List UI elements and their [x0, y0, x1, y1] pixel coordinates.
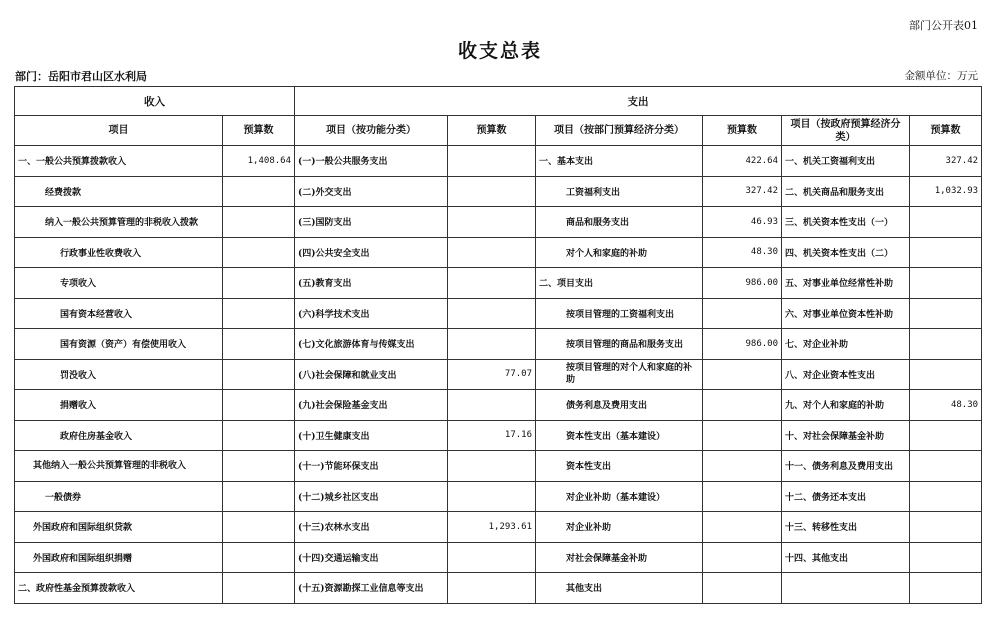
item-name-cell: 一、基本支出 [536, 146, 703, 177]
column-header: 项目（按功能分类） [295, 116, 448, 146]
item-name-cell: (十一)节能环保支出 [295, 451, 448, 482]
income-section-header: 收入 [15, 87, 295, 116]
item-name-cell: (一)一般公共服务支出 [295, 146, 448, 177]
item-name-cell: (八)社会保障和就业支出 [295, 359, 448, 390]
item-name-cell: 其他纳入一般公共预算管理的非税收入 [15, 451, 223, 482]
budget-amount-cell [223, 298, 295, 329]
expenditure-section-header: 支出 [295, 87, 982, 116]
budget-amount-cell: 1,408.64 [223, 146, 295, 177]
item-name-cell: 罚没收入 [15, 359, 223, 390]
item-name-cell: (九)社会保险基金支出 [295, 390, 448, 421]
section-header-row [15, 87, 982, 116]
item-name-cell: 资本性支出 [536, 451, 703, 482]
budget-amount-cell: 327.42 [703, 176, 782, 207]
item-name-cell: 工资福利支出 [536, 176, 703, 207]
item-name-cell: 其他支出 [536, 573, 703, 604]
item-name-cell: 纳入一般公共预算管理的非税收入拨款 [15, 207, 223, 238]
budget-amount-cell [448, 268, 536, 299]
item-name-cell: 外国政府和国际组织捐赠 [15, 542, 223, 573]
table-row [15, 542, 982, 573]
budget-amount-cell [448, 176, 536, 207]
budget-amount-cell: 1,032.93 [910, 176, 982, 207]
item-name-cell: 二、机关商品和服务支出 [782, 176, 910, 207]
item-name-cell: 按项目管理的对个人和家庭的补助 [536, 359, 703, 390]
form-number: 部门公开表01 [909, 19, 978, 32]
budget-amount-cell [910, 329, 982, 360]
item-name-cell: (十四)交通运输支出 [295, 542, 448, 573]
budget-amount-cell [703, 298, 782, 329]
item-name-cell: 十、对社会保障基金补助 [782, 420, 910, 451]
budget-amount-cell [703, 542, 782, 573]
table-row [15, 329, 982, 360]
item-name-cell: 对企业补助（基本建设） [536, 481, 703, 512]
item-name-cell: 对社会保障基金补助 [536, 542, 703, 573]
item-name-cell: 国有资源（资产）有偿使用收入 [15, 329, 223, 360]
item-name-cell: (五)教育支出 [295, 268, 448, 299]
item-name-cell: 按项目管理的工资福利支出 [536, 298, 703, 329]
budget-amount-cell [223, 573, 295, 604]
item-name-cell: 一、机关工资福利支出 [782, 146, 910, 177]
budget-amount-cell [448, 451, 536, 482]
column-header: 项目（按部门预算经济分类） [536, 116, 703, 146]
item-name-cell: (六)科学技术支出 [295, 298, 448, 329]
item-name-cell: 六、对事业单位资本性补助 [782, 298, 910, 329]
item-name-cell: 十一、债务利息及费用支出 [782, 451, 910, 482]
budget-amount-cell [703, 481, 782, 512]
budget-amount-cell: 986.00 [703, 268, 782, 299]
item-name-cell: 外国政府和国际组织贷款 [15, 512, 223, 543]
item-name-cell: 三、机关资本性支出（一） [782, 207, 910, 238]
budget-amount-cell [448, 298, 536, 329]
budget-amount-cell [703, 420, 782, 451]
item-name-cell: 国有资本经营收入 [15, 298, 223, 329]
column-header: 预算数 [223, 116, 295, 146]
column-header: 项目（按政府预算经济分类） [782, 116, 910, 146]
table-row [15, 481, 982, 512]
budget-amount-cell [448, 207, 536, 238]
budget-amount-cell [910, 207, 982, 238]
item-name-cell: 按项目管理的商品和服务支出 [536, 329, 703, 360]
item-name-cell: (七)文化旅游体育与传媒支出 [295, 329, 448, 360]
column-header: 预算数 [703, 116, 782, 146]
budget-amount-cell [910, 237, 982, 268]
budget-amount-cell [448, 329, 536, 360]
budget-amount-cell [223, 481, 295, 512]
budget-amount-cell [223, 237, 295, 268]
item-name-cell: (四)公共安全支出 [295, 237, 448, 268]
amount-unit-label: 金额单位：万元 [904, 70, 978, 82]
item-name-cell: 一、一般公共预算拨款收入 [15, 146, 223, 177]
budget-amount-cell [910, 512, 982, 543]
item-name-cell: 商品和服务支出 [536, 207, 703, 238]
budget-amount-cell: 422.64 [703, 146, 782, 177]
budget-amount-cell [910, 268, 982, 299]
budget-amount-cell: 327.42 [910, 146, 982, 177]
budget-amount-cell [703, 451, 782, 482]
budget-amount-cell [448, 237, 536, 268]
budget-amount-cell [910, 481, 982, 512]
budget-amount-cell [223, 268, 295, 299]
item-name-cell: (三)国防支出 [295, 207, 448, 238]
item-name-cell: 政府住房基金收入 [15, 420, 223, 451]
budget-amount-cell [223, 359, 295, 390]
item-name-cell: 四、机关资本性支出（二） [782, 237, 910, 268]
budget-amount-cell: 986.00 [703, 329, 782, 360]
item-name-cell: 十四、其他支出 [782, 542, 910, 573]
budget-amount-cell [223, 329, 295, 360]
item-name-cell: 二、政府性基金预算拨款收入 [15, 573, 223, 604]
item-name-cell: 九、对个人和家庭的补助 [782, 390, 910, 421]
budget-amount-cell [910, 542, 982, 573]
column-header: 项目 [15, 116, 223, 146]
department-label: 部门：岳阳市君山区水利局 [15, 70, 147, 83]
item-name-cell: 行政事业性收费收入 [15, 237, 223, 268]
budget-amount-cell [223, 176, 295, 207]
table-row [15, 207, 982, 238]
table-row [15, 146, 982, 177]
item-name-cell: 捐赠收入 [15, 390, 223, 421]
budget-amount-cell: 77.07 [448, 359, 536, 390]
item-name-cell: 八、对企业资本性支出 [782, 359, 910, 390]
item-name-cell: 债务利息及费用支出 [536, 390, 703, 421]
table-row [15, 268, 982, 299]
budget-amount-cell [448, 146, 536, 177]
budget-amount-cell [223, 207, 295, 238]
item-name-cell: (十)卫生健康支出 [295, 420, 448, 451]
table-row [15, 512, 982, 543]
budget-amount-cell [448, 481, 536, 512]
table-row [15, 237, 982, 268]
page-title: 收支总表 [457, 40, 542, 62]
budget-amount-cell [223, 512, 295, 543]
table-row [15, 298, 982, 329]
table-row [15, 420, 982, 451]
column-header: 预算数 [910, 116, 982, 146]
item-name-cell [782, 573, 910, 604]
table-row [15, 573, 982, 604]
budget-amount-cell: 46.93 [703, 207, 782, 238]
item-name-cell: 十二、债务还本支出 [782, 481, 910, 512]
item-name-cell: 二、项目支出 [536, 268, 703, 299]
budget-amount-cell: 48.30 [703, 237, 782, 268]
budget-amount-cell [910, 573, 982, 604]
item-name-cell: 经费拨款 [15, 176, 223, 207]
column-header-row [15, 116, 982, 146]
table-row [15, 390, 982, 421]
column-header: 预算数 [448, 116, 536, 146]
table-row [15, 359, 982, 390]
budget-amount-cell [910, 451, 982, 482]
budget-amount-cell [448, 573, 536, 604]
budget-summary-table [14, 86, 982, 604]
budget-amount-cell: 48.30 [910, 390, 982, 421]
item-name-cell: 一般债券 [15, 481, 223, 512]
budget-amount-cell [703, 512, 782, 543]
budget-amount-cell: 1,293.61 [448, 512, 536, 543]
item-name-cell: 七、对企业补助 [782, 329, 910, 360]
budget-amount-cell [223, 420, 295, 451]
budget-amount-cell [910, 359, 982, 390]
item-name-cell: 对企业补助 [536, 512, 703, 543]
budget-amount-cell [703, 359, 782, 390]
item-name-cell: (二)外交支出 [295, 176, 448, 207]
item-name-cell: 五、对事业单位经常性补助 [782, 268, 910, 299]
budget-amount-cell [223, 390, 295, 421]
budget-amount-cell [910, 420, 982, 451]
item-name-cell: 十三、转移性支出 [782, 512, 910, 543]
item-name-cell: 对个人和家庭的补助 [536, 237, 703, 268]
item-name-cell: (十三)农林水支出 [295, 512, 448, 543]
budget-amount-cell [223, 542, 295, 573]
budget-amount-cell [448, 390, 536, 421]
item-name-cell: 专项收入 [15, 268, 223, 299]
budget-amount-cell [703, 390, 782, 421]
budget-amount-cell [223, 451, 295, 482]
table-row [15, 176, 982, 207]
budget-amount-cell [448, 542, 536, 573]
item-name-cell: 资本性支出（基本建设） [536, 420, 703, 451]
table-row [15, 451, 982, 482]
budget-amount-cell [910, 298, 982, 329]
item-name-cell: (十五)资源勘探工业信息等支出 [295, 573, 448, 604]
budget-amount-cell: 17.16 [448, 420, 536, 451]
item-name-cell: (十二)城乡社区支出 [295, 481, 448, 512]
budget-amount-cell [703, 573, 782, 604]
